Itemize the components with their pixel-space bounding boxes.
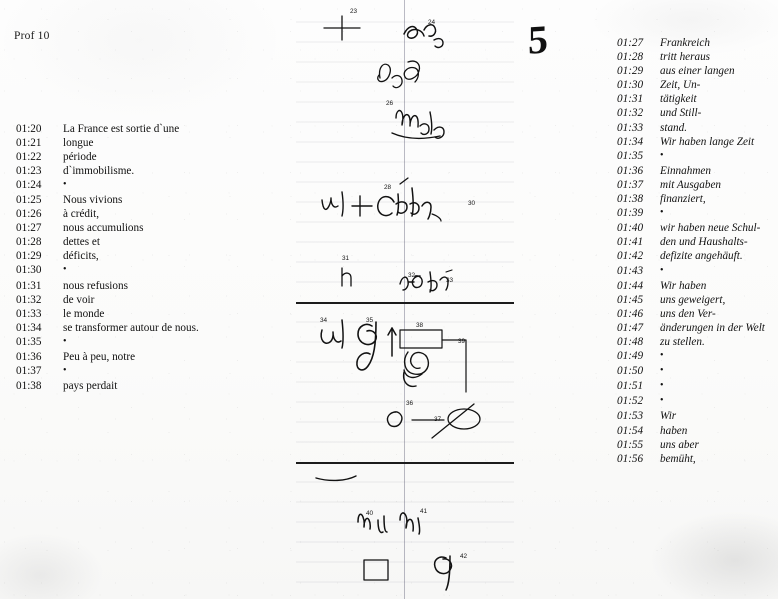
- stroke-number-label: 39: [458, 338, 466, 345]
- timecode: 01:37: [16, 364, 42, 377]
- section-divider-2: [296, 462, 514, 464]
- transcript-row: [617, 249, 765, 263]
- transcript-column-french: [16, 122, 199, 393]
- transcript-row: [617, 335, 765, 349]
- stroke-number-label: 36: [406, 400, 414, 407]
- transcript-text: tätigkeit: [660, 93, 697, 106]
- transcript-row: [16, 150, 199, 164]
- transcript-text: à crédit,: [63, 208, 100, 221]
- transcript-text: wir haben neue Schul-: [660, 222, 761, 235]
- transcript-row: [617, 135, 765, 149]
- transcript-bullet: •: [63, 364, 67, 376]
- transcript-text: uns den Ver-: [660, 307, 716, 320]
- transcript-bullet: •: [63, 179, 67, 191]
- transcript-text: änderungen in der Welt: [660, 321, 765, 334]
- transcript-row: [617, 279, 765, 293]
- transcript-bullet: •: [660, 395, 664, 407]
- timecode: 01:44: [617, 279, 644, 292]
- timecode: 01:25: [16, 194, 42, 207]
- stroke-number-label: 23: [350, 8, 358, 15]
- stroke-number-label: 30: [468, 200, 476, 207]
- transcript-row: [16, 263, 199, 278]
- timecode: 01:32: [16, 293, 42, 306]
- transcript-row: [617, 349, 765, 364]
- transcript-row: [617, 452, 765, 466]
- transcript-text: bemüht,: [660, 452, 696, 465]
- timecode: 01:35: [16, 335, 42, 348]
- transcript-row: [617, 206, 765, 221]
- timecode: 01:52: [617, 395, 644, 408]
- transcript-text: finanziert,: [660, 193, 706, 206]
- timecode: 01:34: [617, 135, 644, 148]
- transcript-bullet: •: [660, 264, 664, 276]
- transcript-text: Einnahmen: [660, 164, 711, 177]
- transcript-row: [16, 221, 199, 235]
- timecode: 01:51: [617, 380, 644, 393]
- stroke-number-label: 32: [408, 272, 416, 279]
- stroke-number-label: 41: [420, 508, 428, 515]
- transcript-text: aus einer langen: [660, 65, 735, 78]
- timecode: 01:55: [617, 438, 644, 451]
- timecode: 01:33: [16, 307, 42, 320]
- stroke-number-label: 33: [446, 277, 454, 284]
- transcript-row: [617, 192, 765, 206]
- transcript-text: und Still-: [660, 107, 702, 120]
- timecode: 01:36: [16, 350, 42, 363]
- transcript-row: [617, 36, 765, 50]
- stroke-number-label: 31: [342, 255, 350, 262]
- timecode: 01:23: [16, 165, 42, 178]
- timecode: 01:32: [617, 107, 644, 120]
- transcript-bullet: •: [660, 365, 664, 377]
- transcript-row: [617, 50, 765, 64]
- timecode: 01:39: [617, 207, 644, 220]
- transcript-row: [16, 307, 199, 321]
- timecode: 01:28: [16, 236, 42, 249]
- transcript-row: [617, 394, 765, 409]
- transcript-row: [16, 335, 199, 350]
- transcript-text: mit Ausgaben: [660, 178, 722, 191]
- transcript-bullet: •: [660, 149, 664, 161]
- transcript-bullet: •: [660, 380, 664, 392]
- transcript-text: dettes et: [63, 236, 100, 249]
- transcript-row: [16, 321, 199, 335]
- timecode: 01:48: [617, 335, 644, 348]
- timecode: 01:40: [617, 222, 644, 235]
- timecode: 01:34: [16, 321, 42, 334]
- stroke-number-label: 42: [460, 553, 468, 560]
- transcript-text: Wir haben lange Zeit: [660, 135, 755, 148]
- transcript-row: [617, 379, 765, 394]
- transcript-row: [16, 249, 199, 263]
- section-divider-1: [296, 302, 514, 304]
- transcript-column-german: [617, 36, 765, 466]
- transcript-row: [617, 92, 765, 106]
- prof-label: Prof 10: [14, 30, 50, 42]
- timecode: 01:42: [617, 250, 644, 263]
- transcript-row: [16, 193, 199, 207]
- transcript-text: nous refusions: [63, 279, 128, 292]
- transcript-row: [16, 136, 199, 150]
- transcript-row: [617, 307, 765, 321]
- transcript-row: [16, 122, 199, 136]
- transcript-row: [16, 364, 199, 379]
- timecode: 01:53: [617, 410, 644, 423]
- stroke-number-label: 38: [416, 322, 424, 329]
- transcript-text: den und Haushalts-: [660, 236, 748, 249]
- timecode: 01:37: [617, 178, 644, 191]
- transcript-row: [16, 178, 199, 193]
- timecode: 01:46: [617, 307, 644, 320]
- transcript-text: le monde: [63, 307, 105, 320]
- transcript-row: [617, 164, 765, 178]
- timecode: 01:38: [16, 379, 42, 392]
- transcript-text: Frankreich: [660, 37, 710, 49]
- transcript-text: haben: [660, 424, 688, 437]
- transcript-row: [16, 207, 199, 221]
- timecode: 01:49: [617, 350, 644, 363]
- transcript-row: [617, 293, 765, 307]
- transcript-row: [16, 379, 199, 393]
- transcript-text: longue: [63, 137, 94, 150]
- transcript-row: [617, 264, 765, 279]
- transcript-text: période: [63, 151, 97, 164]
- margin-rule: [404, 0, 405, 599]
- transcript-bullet: •: [660, 350, 664, 362]
- transcript-row: [617, 235, 765, 249]
- timecode: 01:21: [16, 137, 42, 150]
- transcript-text: uns geweigert,: [660, 293, 726, 306]
- timecode: 01:31: [617, 93, 644, 106]
- transcript-text: se transformer autour de nous.: [63, 321, 199, 334]
- transcript-text: Wir haben: [660, 279, 707, 292]
- timecode: 01:33: [617, 121, 644, 134]
- transcript-text: Zeit, Un-: [660, 79, 701, 92]
- transcript-row: [617, 424, 765, 438]
- transcript-row: [617, 409, 765, 423]
- timecode: 01:22: [16, 151, 42, 164]
- transcript-row: [617, 78, 765, 92]
- timecode: 01:31: [16, 279, 42, 292]
- timecode: 01:56: [617, 452, 644, 465]
- timecode: 01:41: [617, 236, 644, 249]
- transcript-row: [617, 221, 765, 235]
- transcript-text: pays perdait: [63, 379, 118, 392]
- timecode: 01:47: [617, 321, 644, 334]
- transcript-text: zu stellen.: [660, 335, 705, 348]
- stroke-number-label: 26: [386, 100, 394, 107]
- stroke-number-label: 35: [366, 317, 374, 324]
- transcript-bullet: •: [660, 207, 664, 219]
- transcript-text: de voir: [63, 293, 95, 306]
- timecode: 01:27: [16, 222, 42, 235]
- notebook-panel: [296, 0, 514, 599]
- ruled-lines: [296, 0, 514, 599]
- timecode: 01:28: [617, 51, 644, 64]
- timecode: 01:35: [617, 149, 644, 162]
- timecode: 01:24: [16, 179, 42, 192]
- timecode: 01:38: [617, 193, 644, 206]
- stroke-number-label: 40: [366, 510, 374, 517]
- transcript-row: [617, 64, 765, 78]
- timecode: 01:27: [617, 37, 644, 49]
- transcript-text: d`immobilisme.: [63, 165, 135, 178]
- transcript-text: tritt heraus: [660, 51, 711, 64]
- transcript-text: defizite angehäuft.: [660, 250, 743, 263]
- timecode: 01:30: [16, 264, 42, 277]
- timecode: 01:36: [617, 164, 644, 177]
- transcript-row: [617, 438, 765, 452]
- transcript-row: [617, 149, 765, 164]
- transcript-row: [16, 164, 199, 178]
- transcript-text: nous accumulions: [63, 222, 144, 235]
- transcript-bullet: •: [63, 264, 67, 276]
- transcript-text: Wir: [660, 410, 677, 423]
- stroke-number-label: 24: [428, 19, 436, 26]
- transcript-text: Nous vivions: [63, 194, 123, 207]
- timecode: 01:29: [16, 250, 42, 263]
- timecode: 01:45: [617, 293, 644, 306]
- timecode: 01:30: [617, 79, 644, 92]
- transcript-text: uns aber: [660, 438, 699, 451]
- transcript-text: La France est sortie d`une: [63, 123, 180, 135]
- transcript-row: [617, 321, 765, 335]
- transcript-row: [617, 364, 765, 379]
- transcript-row: [617, 106, 765, 120]
- stroke-number-label: 37: [434, 416, 442, 423]
- stroke-number-label: 28: [384, 184, 392, 191]
- transcript-row: [617, 178, 765, 192]
- timecode: 01:54: [617, 424, 644, 437]
- transcript-bullet: •: [63, 335, 67, 347]
- transcript-text: Peu à peu, notre: [63, 350, 136, 363]
- timecode: 01:50: [617, 365, 644, 378]
- page-number: 5: [528, 16, 547, 63]
- transcript-row: [16, 235, 199, 249]
- transcript-row: [16, 293, 199, 307]
- timecode: 01:26: [16, 208, 42, 221]
- transcript-row: [16, 279, 199, 293]
- transcript-text: stand.: [660, 121, 688, 134]
- timecode: 01:29: [617, 65, 644, 78]
- timecode: 01:43: [617, 264, 644, 277]
- transcript-text: déficits,: [63, 250, 99, 263]
- stroke-number-label: 34: [320, 317, 328, 324]
- transcript-row: [16, 350, 199, 364]
- timecode: 01:20: [16, 123, 42, 135]
- transcript-row: [617, 121, 765, 135]
